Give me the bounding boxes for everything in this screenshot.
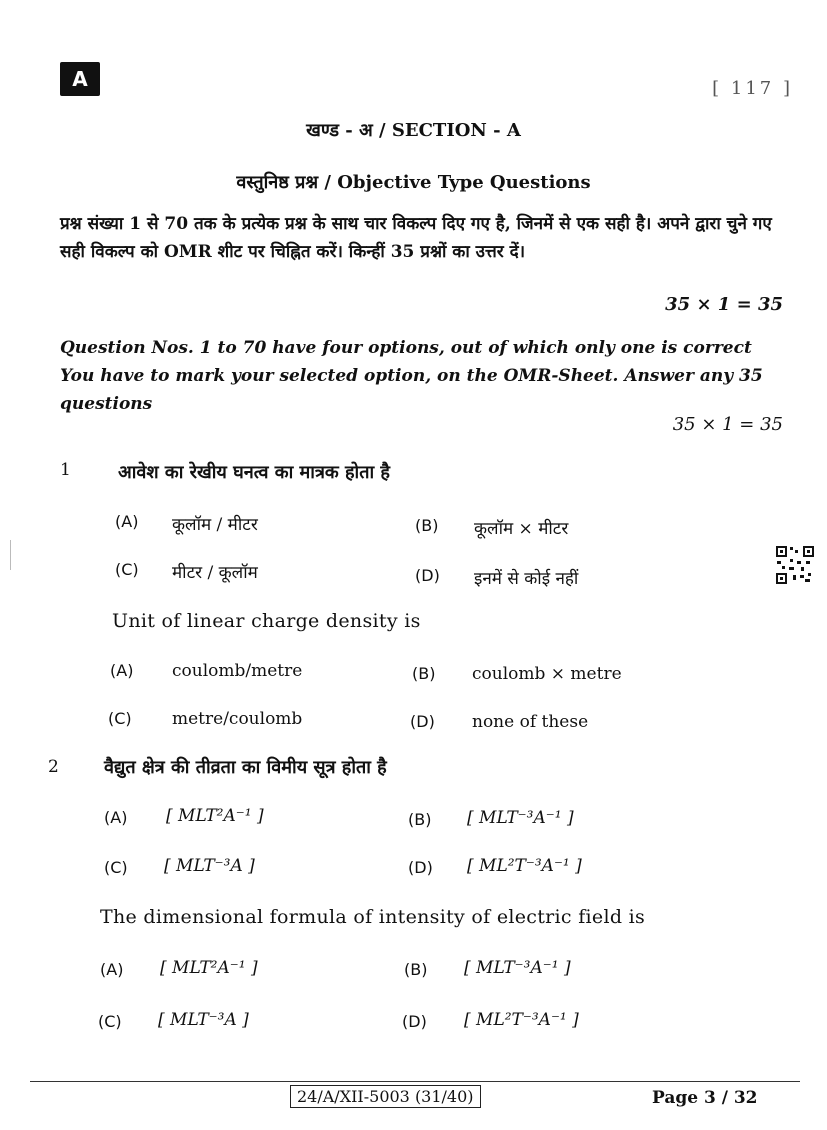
instructions-english: Question Nos. 1 to 70 have four options, out of which only one is correct You have to mark your selected option, on the OMR-Sheet. Answer any 35 questions <box>60 338 763 414</box>
option-text: [ MLT⁻³A ] <box>158 1010 249 1030</box>
option-text: कूलॉम / मीटर <box>172 515 258 535</box>
option-text: मीटर / कूलॉम <box>172 563 258 583</box>
option-text: none of these <box>472 712 589 732</box>
option-label: (D) <box>408 858 433 877</box>
question-text-hindi: आवेश का रेखीय घनत्व का मात्रक होता है <box>118 462 390 483</box>
option-label: (C) <box>98 1012 122 1031</box>
option-label: (B) <box>415 516 439 535</box>
sub-title: वस्तुनिष्ठ प्रश्न / Objective Type Questions <box>236 172 591 193</box>
option-text: coulomb × metre <box>472 664 622 684</box>
option-label: (C) <box>104 858 128 877</box>
question-text-hindi: वैद्युत क्षेत्र की तीव्रता का विमीय सूत्र होता है <box>104 757 387 778</box>
marks-hindi: 35 × 1 = 35 <box>665 294 783 315</box>
option-text: [ MLT⁻³A⁻¹ ] <box>464 958 571 978</box>
set-badge: A <box>60 62 100 96</box>
option-text: कूलॉम × मीटर <box>474 519 569 539</box>
option-label: (A) <box>100 960 124 979</box>
option-label: (C) <box>115 560 139 579</box>
option-label: (B) <box>412 664 436 683</box>
question-number: 2 <box>48 757 59 777</box>
option-label: (B) <box>408 810 432 829</box>
option-text: [ ML²T⁻³A⁻¹ ] <box>464 1010 579 1030</box>
question-text-english: The dimensional formula of intensity of electric field is <box>100 906 646 928</box>
option-text: metre/coulomb <box>172 709 303 729</box>
option-label: (A) <box>104 808 128 827</box>
question-text-english: Unit of linear charge density is <box>112 610 421 632</box>
option-text: [ MLT⁻³A ] <box>164 856 255 876</box>
option-label: (D) <box>415 566 440 585</box>
page-number: Page 3 / 32 <box>652 1088 758 1108</box>
section-title: खण्ड - अ / SECTION - A <box>306 120 521 141</box>
option-label: (A) <box>110 661 134 680</box>
paper-code: 24/A/XII-5003 (31/40) <box>290 1085 481 1108</box>
option-text: [ MLT²A⁻¹ ] <box>160 958 258 978</box>
option-label: (C) <box>108 709 132 728</box>
option-label: (B) <box>404 960 428 979</box>
option-text: [ MLT²A⁻¹ ] <box>166 806 264 826</box>
footer-divider <box>30 1081 800 1082</box>
option-text: coulomb/metre <box>172 661 303 681</box>
option-label: (A) <box>115 512 139 531</box>
option-text: [ MLT⁻³A⁻¹ ] <box>467 808 574 828</box>
marks-english: 35 × 1 = 35 <box>672 414 783 435</box>
option-text: [ ML²T⁻³A⁻¹ ] <box>467 856 582 876</box>
option-text: इनमें से कोई नहीं <box>474 569 579 589</box>
margin-mark <box>10 540 11 570</box>
question-number: 1 <box>60 460 71 480</box>
option-label: (D) <box>402 1012 427 1031</box>
instructions-hindi: प्रश्न संख्या 1 से 70 तक के प्रत्येक प्रश्न के साथ चार विकल्प दिए गए है, जिनमें से एक सही है। अपने द्वारा चुने गए सही विकल्प को OMR शीट पर चिह्नित करें। किन्हीं 35 प्रश्नों का उत्तर दें। <box>60 214 772 262</box>
qr-code-icon <box>775 545 815 585</box>
option-label: (D) <box>410 712 435 731</box>
page-code: [ 117 ] <box>712 78 793 99</box>
